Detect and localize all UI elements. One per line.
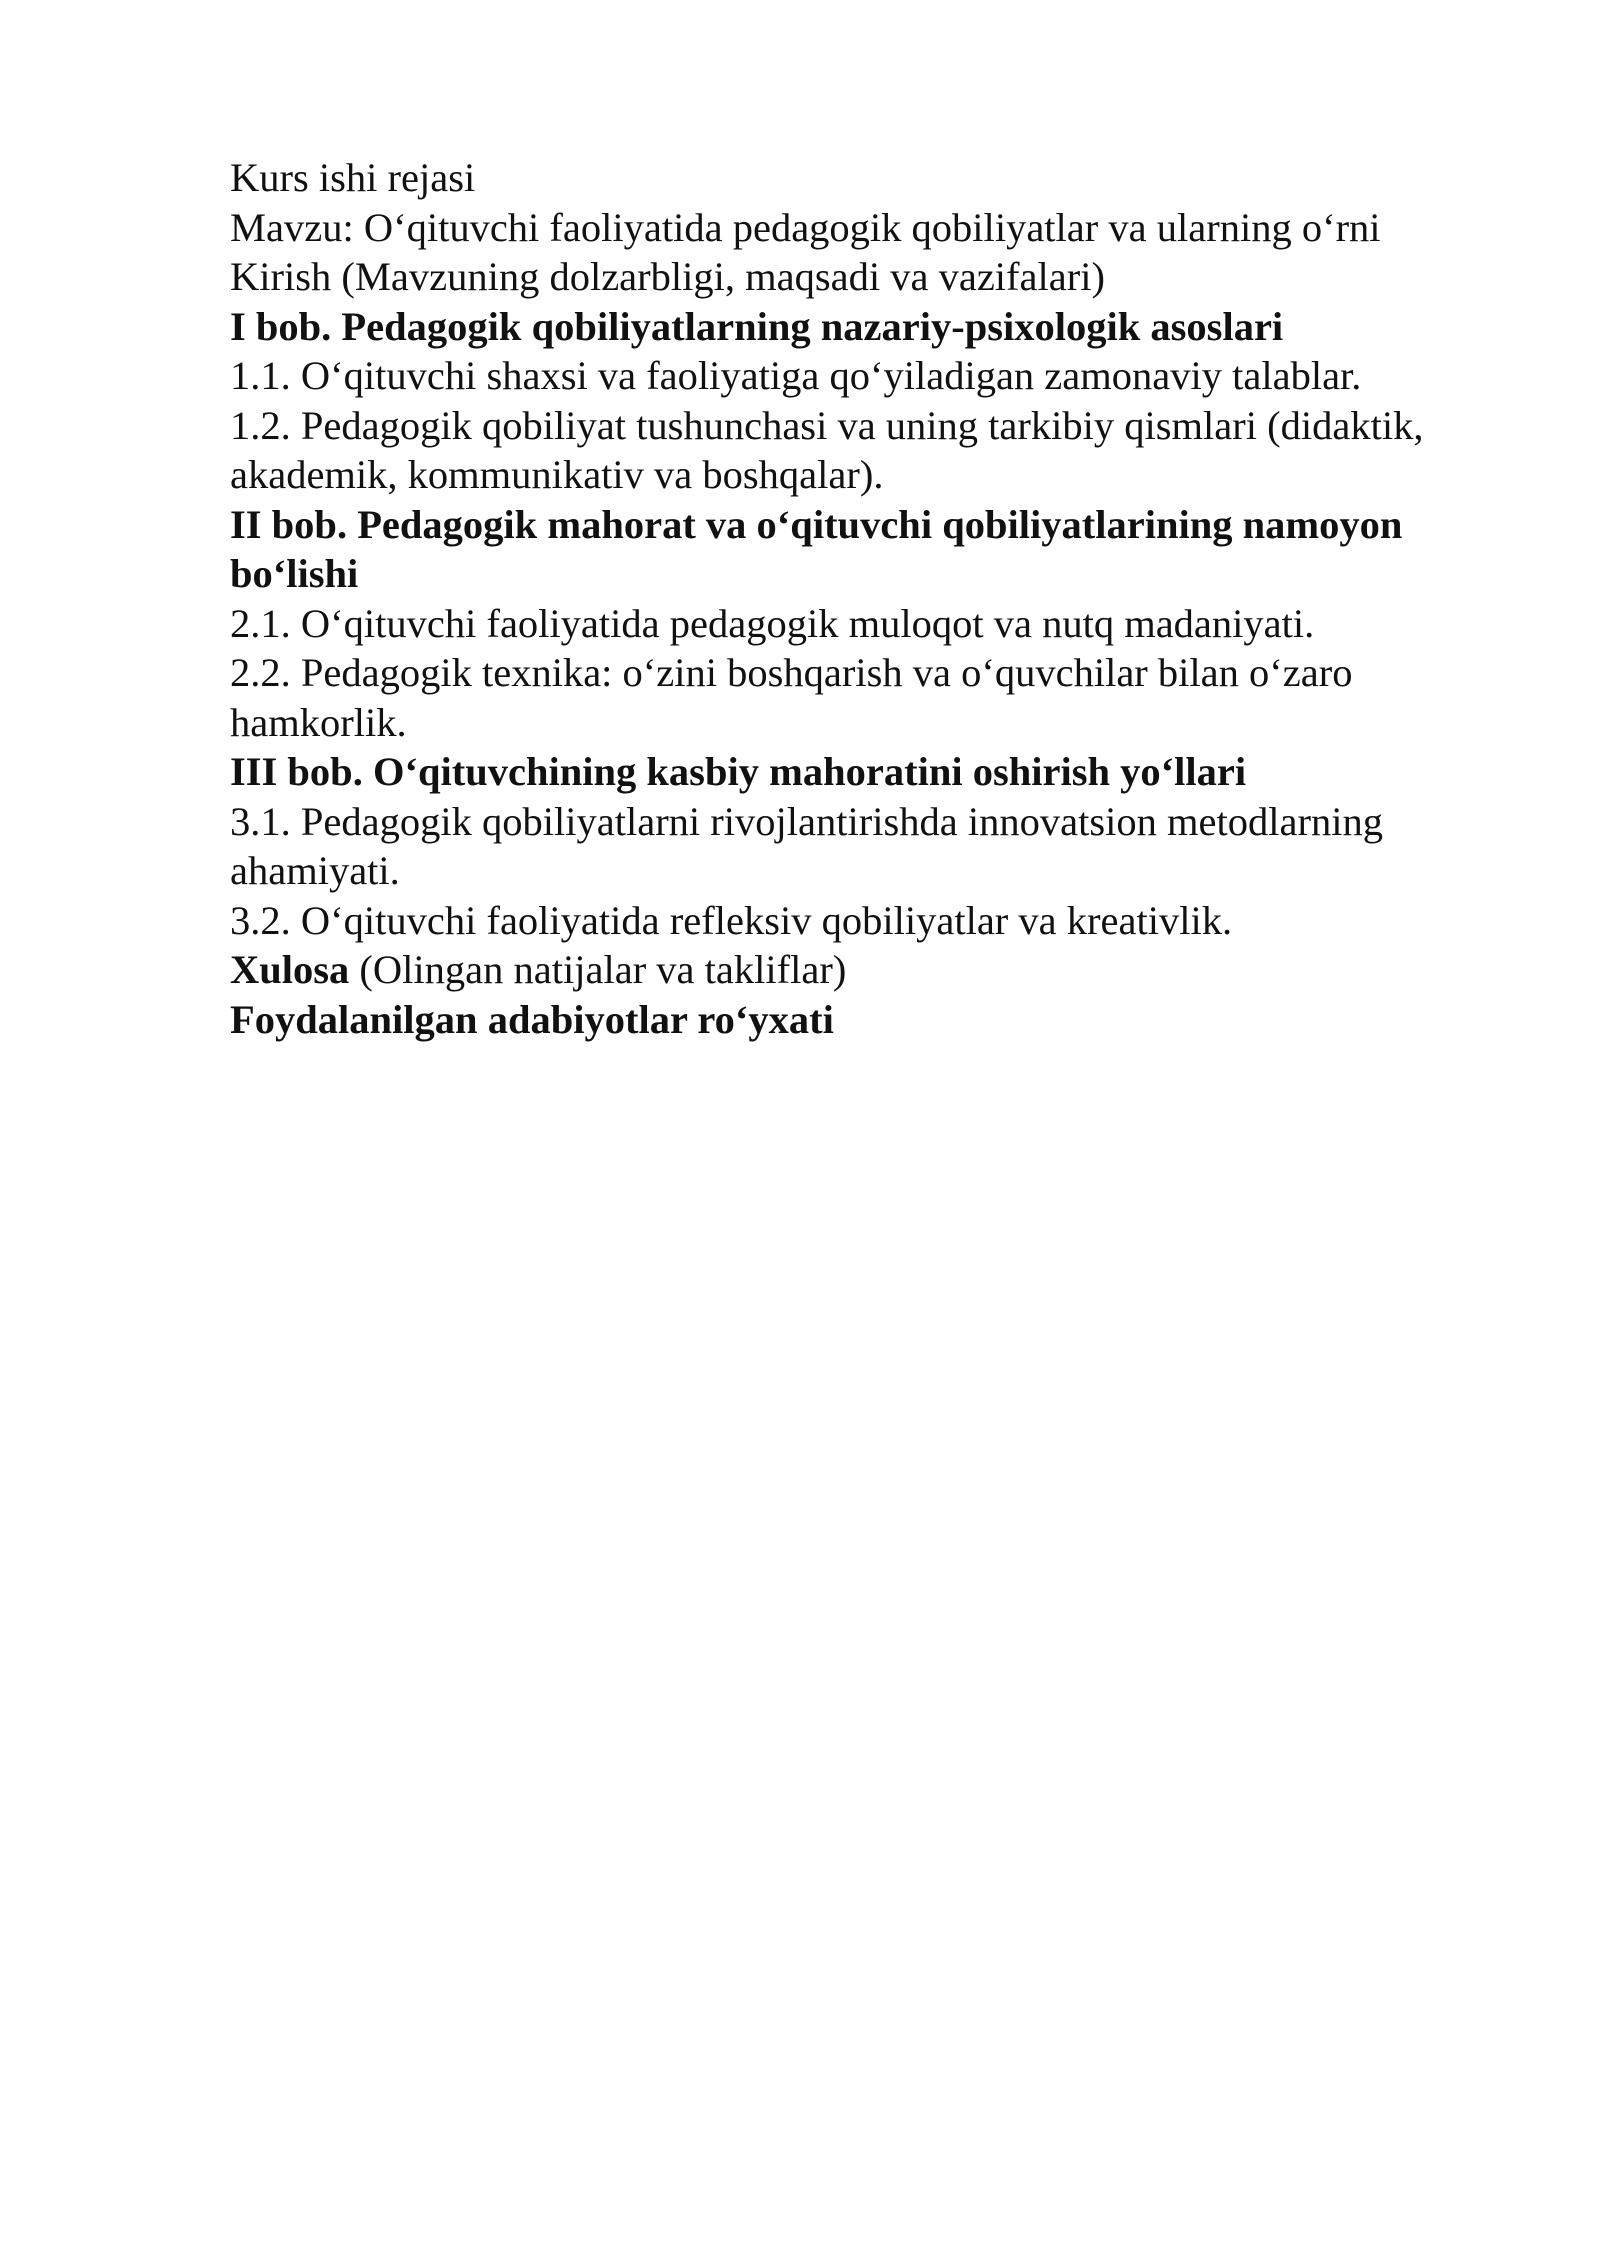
chapter-3-heading: III bob. O‘qituvchining kasbiy mahoratini oshirish yo‘llari xyxy=(230,749,1247,794)
chapter-3-item-1: 3.1. Pedagogik qobiliyatlarni rivojlantirishda innovatsion metodlarning ahamiyati. xyxy=(230,798,1383,893)
chapter-1-item-1: 1.1. O‘qituvchi shaxsi va faoliyatiga qo‘yiladigan zamonaviy talablar. xyxy=(230,353,1362,398)
conclusion-text: (Olingan natijalar va takliflar) xyxy=(349,947,847,992)
chapter-1-item-2: 1.2. Pedagogik qobiliyat tushunchasi va uning tarkibiy qismlari (didaktik, akademik, kommunikativ va boshqalar). xyxy=(230,402,1424,497)
conclusion-line xyxy=(230,945,1490,995)
chapter-2-item-2: 2.2. Pedagogik texnika: o‘zini boshqarish va o‘quvchilar bilan o‘zaro hamkorlik. xyxy=(230,650,1353,745)
chapter-2-heading: II bob. Pedagogik mahorat va o‘qituvchi qobiliyatlarining namoyon bo‘lishi xyxy=(230,501,1403,596)
course-plan-content xyxy=(230,153,1490,1044)
document-title: Kurs ishi rejasi xyxy=(230,155,476,200)
document-topic: Mavzu: O‘qituvchi faoliyatida pedagogik qobiliyatlar va ularning o‘rni xyxy=(230,204,1381,250)
chapter-2-item-1: 2.1. O‘qituvchi faoliyatida pedagogik muloqot va nutq madaniyati. xyxy=(230,600,1315,646)
introduction-line: Kirish (Mavzuning dolzarbligi, maqsadi va vazifalari) xyxy=(230,254,1105,299)
chapter-3-item-2: 3.2. O‘qituvchi faoliyatida refleksiv qobiliyatlar va kreativlik. xyxy=(230,897,1233,943)
chapter-1-heading: I bob. Pedagogik qobiliyatlarning nazariy-psixologik asoslari xyxy=(230,303,1284,349)
references-heading: Foydalanilgan adabiyotlar ro‘yxati xyxy=(230,996,834,1042)
conclusion-label: Xulosa xyxy=(230,947,350,992)
